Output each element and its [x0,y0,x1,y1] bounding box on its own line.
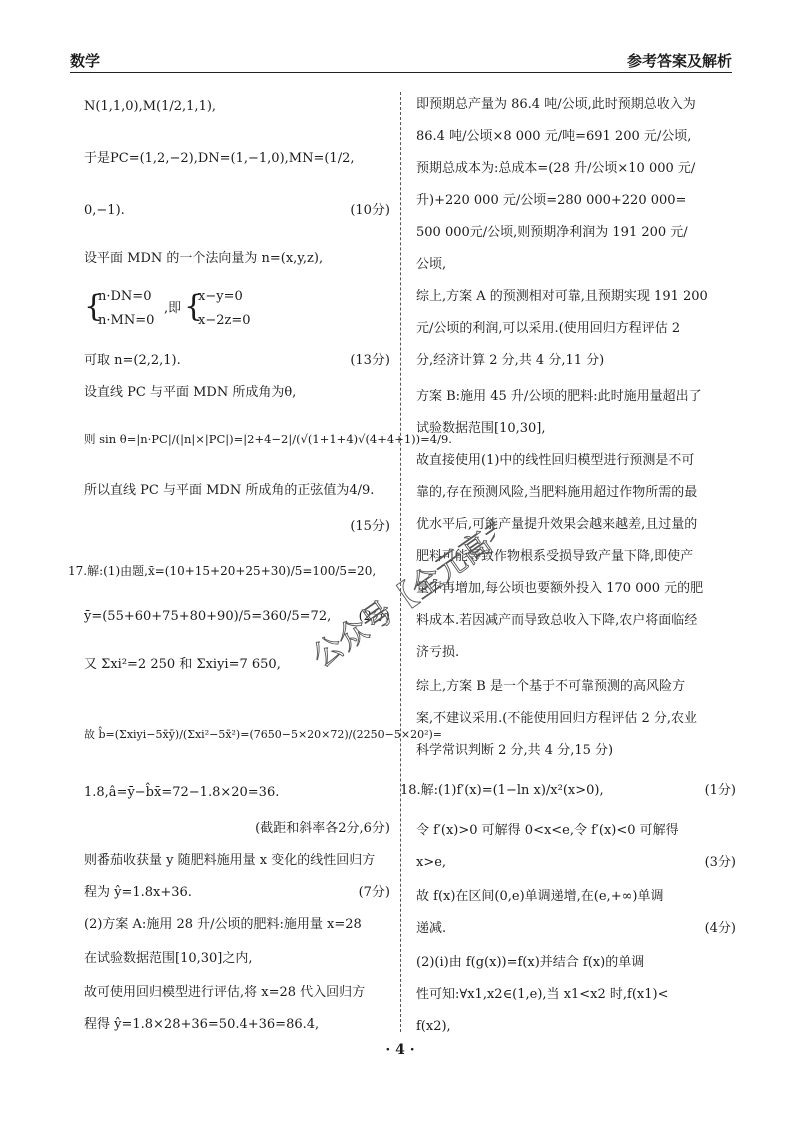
equation-line: n·DN=0 [98,289,152,304]
text-line: 公顷, [416,257,447,272]
text-line: 故 f(x)在区间(0,e)单调递增,在(e,+∞)单调 [416,889,664,904]
text-line: 预期总成本为:总成本=(28 升/公顷×10 000 元/ [416,161,696,176]
text-line: 元/公顷的利润,可以采用.(使用回归方程评估 2 [416,321,681,336]
text-line: 靠的,存在预测风险,当肥料施用超过作物所需的最 [416,485,698,500]
brace-icon: { [84,289,104,324]
text-line: (2)(i)由 f(g(x))=f(x)并结合 f(x)的单调 [416,955,645,970]
score-label: (15分) [350,519,390,534]
text-line: 程为 ŷ=1.8x+36. [84,885,192,900]
score-label: (2分) [358,609,390,624]
text-line: 综上,方案 B 是一个基于不可靠预测的高风险方 [416,679,685,694]
solution-17-line: 17.解:(1)由题,x̄=(10+15+20+25+30)/5=100/5=20, [68,564,377,578]
text-line: 升)+220 000 元/公顷=280 000+220 000= [416,193,687,208]
equation-line: x−y=0 [198,289,243,304]
text-line: 济亏损. [416,645,460,660]
subject-label: 数学 [70,52,101,70]
watermark-text: 公众号【全元高考】 [306,491,495,670]
text-line: 科学常识判断 2 分,共 4 分,15 分) [416,743,614,758]
score-label: (截距和斜率各2分,6分) [255,821,390,836]
header-title: 参考答案及解析 [626,52,732,70]
score-label: (1分) [704,783,736,798]
text-line: 令 f′(x)>0 可解得 0<x<e,令 f′(x)<0 可解得 [416,823,679,838]
text-line: 于是PC=(1,2,−2),DN=(1,−1,0),MN=(1/2, [84,151,355,166]
text-line: 综上,方案 A 的预测相对可靠,且预期实现 191 200 [416,289,708,304]
text-line: 程得 ŷ=1.8×28+36=50.4+36=86.4, [84,1017,320,1032]
text-line: x>e, [416,855,447,870]
formula-line: 则 sin θ=|n·PC|/(|n|×|PC|)=|2+4−2|/(√(1+1+4)√(4+4+1))=4/9. [84,432,452,446]
text-line: 设平面 MDN 的一个法向量为 n=(x,y,z), [84,251,324,266]
score-label: (10分) [350,203,390,218]
text-line: 故直接使用(1)中的线性回归模型进行预测是不可 [416,453,695,468]
text-line: 分,经济计算 2 分,共 4 分,11 分) [416,353,605,368]
text-line: 设直线 PC 与平面 MDN 所成角为θ, [84,385,297,400]
text-line: 即预期总产量为 86.4 吨/公顷,此时预期总收入为 [416,97,696,112]
text-line: ȳ=(55+60+75+80+90)/5=360/5=72, [84,609,332,624]
score-label: (7分) [358,885,390,900]
text-line: 又 Σxi²=2 250 和 Σxiyi=7 650, [84,657,281,672]
equation-line: n·MN=0 [98,313,155,328]
page-header [70,42,732,73]
formula-line: 故 b̂=(Σxiyi−5x̄ȳ)/(Σxi²−5x̄²)=(7650−5×20×72)/(2250−5×20²)= [84,728,443,741]
text-line: 1.8,â=ȳ−b̂x̄=72−1.8×20=36. [84,785,280,800]
score-label: (13分) [350,353,390,368]
text-line: 0,−1). [84,203,125,218]
text-line: f(x2), [416,1019,451,1034]
score-label: (3分) [704,855,736,870]
text-line: 性可知:∀x1,x2∈(1,e),当 x1<x2 时,f(x1)< [416,987,669,1002]
brace-icon: { [184,289,204,324]
text-line: 优水平后,可能产量提升效果会越来越差,且过量的 [416,517,698,532]
text-line: 86.4 吨/公顷×8 000 元/吨=691 200 元/公顷, [416,129,692,144]
text-line: 在试验数据范围[10,30]之内, [84,951,253,966]
text-line: 试验数据范围[10,30], [416,421,546,436]
text-line: 则番茄收获量 y 随肥料施用量 x 变化的线性回归方 [84,853,376,868]
equation-connector: ,即 [164,301,182,316]
text-line: 肥料可能导致作物根系受损导致产量下降,即使产 [416,549,694,564]
equation-line: x−2z=0 [198,313,251,328]
text-line: 量不再增加,每公顷也要额外投入 170 000 元的肥 [416,581,704,596]
column-divider [400,92,401,1032]
text-line: 递减. [416,921,447,936]
text-line: 所以直线 PC 与平面 MDN 所成角的正弦值为4/9. [84,483,375,498]
score-label: (4分) [704,921,736,936]
text-line: 案,不建议采用.(不能使用回归方程评估 2 分,农业 [416,711,698,726]
text-line: N(1,1,0),M(1/2,1,1), [84,99,217,114]
text-line: 500 000元/公顷,则预期净利润为 191 200 元/ [416,225,688,240]
page-number: · 4 · [385,1042,415,1058]
text-line: 故可使用回归模型进行评估,将 x=28 代入回归方 [84,985,366,1000]
solution-18-line: 18.解:(1)f′(x)=(1−ln x)/x²(x>0), [400,783,604,798]
text-line: 方案 B:施用 45 升/公顷的肥料:此时施用量超出了 [416,389,702,404]
text-line: 可取 n=(2,2,1). [84,353,181,368]
text-line: (2)方案 A:施用 28 升/公顷的肥料:施用量 x=28 [84,917,362,932]
text-line: 料成本.若因减产而导致总收入下降,农户将面临经 [416,613,698,628]
